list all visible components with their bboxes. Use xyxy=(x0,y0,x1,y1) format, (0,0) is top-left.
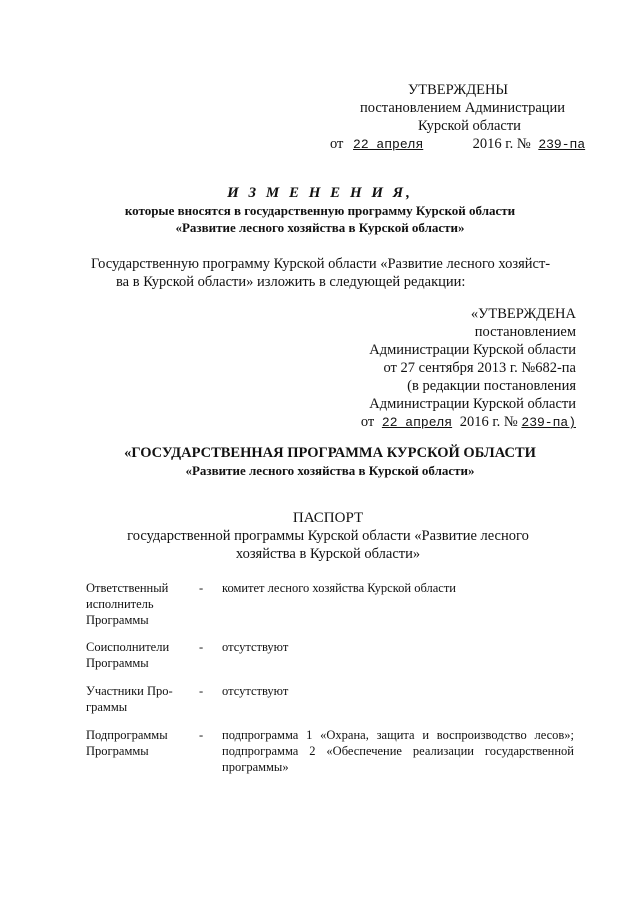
approved2-line1: постановлением xyxy=(474,324,576,340)
passport-row-value: подпрограмма 1 «Охрана, защита и воспроизводство лесов»; подпрограмма 2 «Обеспечение реализации государственной программы» xyxy=(222,728,574,774)
passport-row-label: Соисполнители Программы xyxy=(86,640,170,670)
approval-year: 2016 г. № xyxy=(472,136,531,152)
approved2-year: 2016 г. № xyxy=(459,414,518,430)
passport-row-dash: - xyxy=(199,728,204,742)
passport-line-2: хозяйства в Курской области» xyxy=(235,546,421,562)
approval-line2: Курской области xyxy=(418,118,521,134)
approved2-line5: Администрации Курской области xyxy=(369,396,576,412)
approval-number: 239-па xyxy=(538,137,586,152)
passport-row-value: отсутствуют xyxy=(222,640,289,654)
changes-title: И З М Е Н Е Н И Я, xyxy=(227,185,413,201)
approved2-number: 239-па) xyxy=(521,415,576,430)
approved2-title: «УТВЕРЖДЕНА xyxy=(470,306,576,322)
approved2-date-line xyxy=(361,414,576,431)
changes-subtitle-2: «Развитие лесного хозяйства в Курской области» xyxy=(175,220,465,235)
approved2-line4: (в редакции постановления xyxy=(407,378,576,394)
program-subtitle: «Развитие лесного хозяйства в Курской области» xyxy=(185,463,475,478)
passport-row-value: отсутствуют xyxy=(222,684,289,698)
passport-row-dash: - xyxy=(199,684,204,698)
passport-row-label: Подпрограммы Программы xyxy=(86,728,168,758)
approval-title: УТВЕРЖДЕНЫ xyxy=(408,82,509,98)
changes-subtitle-1: которые вносятся в государственную программу Курской области xyxy=(124,203,516,218)
intro-line-2: ва в Курской области» изложить в следующей редакции: xyxy=(116,274,466,290)
approval-date-value: 22 апреля xyxy=(353,137,424,152)
approved2-from: от xyxy=(360,414,375,430)
passport-line-1: государственной программы Курской области «Развитие лесного xyxy=(127,528,529,544)
passport-title: ПАСПОРТ xyxy=(292,510,364,526)
intro-line-1: Государственную программу Курской области «Развитие лесного хозяйст- xyxy=(91,256,551,272)
approved2-line3: от 27 сентября 2013 г. №682-па xyxy=(383,360,576,376)
passport-row-label: Участники Про-граммы xyxy=(86,684,173,714)
passport-row-label: Ответственный исполнитель Программы xyxy=(86,581,169,627)
approval-date-prefix: от xyxy=(330,136,344,152)
approval-line1: постановлением Администрации xyxy=(360,100,566,116)
passport-row-dash: - xyxy=(199,581,204,595)
approved2-date-value: 22 апреля xyxy=(381,415,453,430)
passport-row-value: комитет лесного хозяйства Курской области xyxy=(222,581,456,595)
program-title: «ГОСУДАРСТВЕННАЯ ПРОГРАММА КУРСКОЙ ОБЛАСТИ xyxy=(124,445,536,461)
passport-row-dash: - xyxy=(199,640,204,654)
approved2-line2: Администрации Курской области xyxy=(369,342,576,358)
approval-date-line xyxy=(330,136,590,153)
